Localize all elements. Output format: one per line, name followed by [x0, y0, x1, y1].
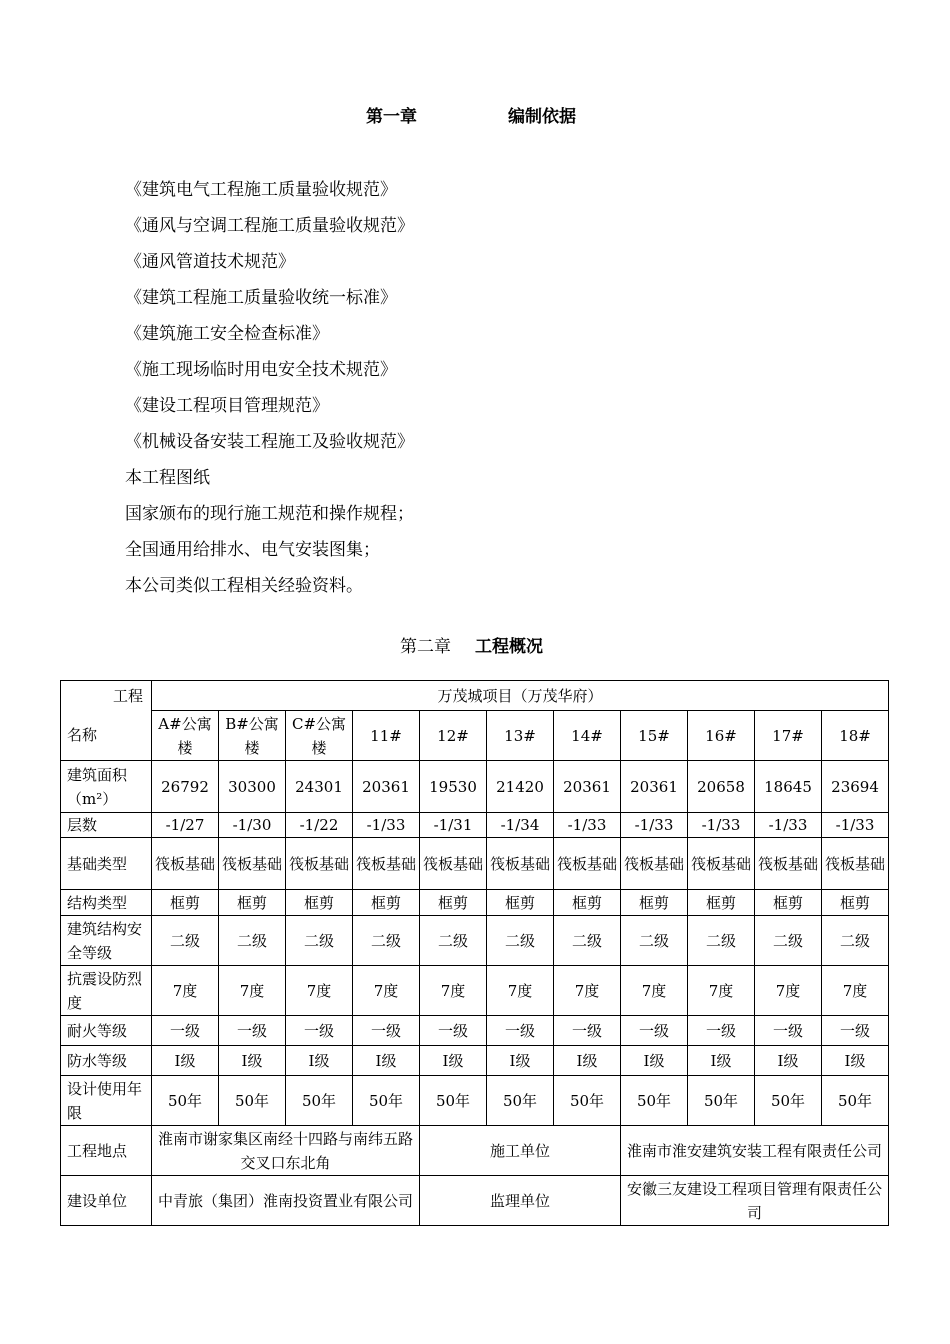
- cell-value: 一级: [152, 1016, 219, 1046]
- cell-value: Ⅰ级: [152, 1046, 219, 1076]
- cell-value: 框剪: [688, 890, 755, 916]
- cell-value: 7度: [621, 966, 688, 1016]
- project-overview-table: [60, 680, 950, 1226]
- cell-value: 筏板基础: [219, 838, 286, 890]
- table-row: [61, 1176, 950, 1226]
- cell-value: 20361: [621, 761, 688, 813]
- cell-value: -1/22: [286, 813, 353, 838]
- cell-value: Ⅰ级: [755, 1046, 822, 1076]
- cell-value: 21420: [487, 761, 554, 813]
- cell-value: 框剪: [286, 890, 353, 916]
- cell-value: 7度: [487, 966, 554, 1016]
- cell-value: 7度: [152, 966, 219, 1016]
- cell-value: Ⅰ级: [621, 1046, 688, 1076]
- cell-value: 26792: [152, 761, 219, 813]
- table-row: [61, 838, 950, 890]
- cell-value: -1/33: [755, 813, 822, 838]
- cell-value: 50年: [621, 1076, 688, 1126]
- cell-value: 筏板基础: [688, 838, 755, 890]
- cell-value: 50年: [755, 1076, 822, 1126]
- cell-value: 框剪: [152, 890, 219, 916]
- building-name: 14#: [554, 711, 621, 761]
- supervisor-label: 监理单位: [420, 1176, 621, 1226]
- reference-item: 《建筑施工安全检查标准》: [125, 324, 329, 344]
- cell-value: 二级: [621, 916, 688, 966]
- cell-value: -1/31: [420, 813, 487, 838]
- owner-value: 中青旅（集团）淮南投资置业有限公司: [152, 1176, 420, 1226]
- cell-value: 框剪: [353, 890, 420, 916]
- cell-value: 框剪: [219, 890, 286, 916]
- cell-value: 一级: [420, 1016, 487, 1046]
- cell-value: Ⅰ级: [554, 1046, 621, 1076]
- cell-value: 19530: [420, 761, 487, 813]
- header-label-gc: 工程: [61, 681, 152, 711]
- table-row: [61, 813, 950, 838]
- cell-value: Ⅰ级: [822, 1046, 889, 1076]
- reference-item: 国家颁布的现行施工规范和操作规程；: [125, 504, 414, 524]
- cell-value: 二级: [755, 916, 822, 966]
- cell-value: 一级: [487, 1016, 554, 1046]
- cell-value: 一级: [353, 1016, 420, 1046]
- building-name: A#公寓楼: [152, 711, 219, 761]
- cell-value: 50年: [152, 1076, 219, 1126]
- building-name: C#公寓楼: [286, 711, 353, 761]
- cell-value: Ⅰ级: [286, 1046, 353, 1076]
- project-name: 万茂城项目（万茂华府）: [152, 681, 889, 711]
- contractor-value: 淮南市淮安建筑安装工程有限责任公司: [621, 1126, 889, 1176]
- cell-value: 二级: [420, 916, 487, 966]
- cell-value: 二级: [822, 916, 889, 966]
- row-label: 建筑结构安全等级: [61, 916, 152, 966]
- cell-value: 框剪: [487, 890, 554, 916]
- cell-value: 框剪: [822, 890, 889, 916]
- reference-item: 《建筑工程施工质量验收统一标准》: [125, 288, 397, 308]
- cell-value: 一级: [822, 1016, 889, 1046]
- table-row: [61, 1046, 950, 1076]
- cell-value: 18645: [755, 761, 822, 813]
- cell-value: -1/33: [621, 813, 688, 838]
- table-row: [61, 966, 950, 1016]
- site-value: 淮南市谢家集区南经十四路与南纬五路交叉口东北角: [152, 1126, 420, 1176]
- cell-value: 20361: [554, 761, 621, 813]
- table-row: [61, 711, 950, 761]
- cell-value: 二级: [353, 916, 420, 966]
- cell-value: 23694: [822, 761, 889, 813]
- row-label: 结构类型: [61, 890, 152, 916]
- row-label: 建筑面积（m²）: [61, 761, 152, 813]
- cell-value: 二级: [152, 916, 219, 966]
- contractor-label: 施工单位: [420, 1126, 621, 1176]
- cell-value: 筏板基础: [353, 838, 420, 890]
- building-name: 16#: [688, 711, 755, 761]
- cell-value: -1/34: [487, 813, 554, 838]
- row-label: 层数: [61, 813, 152, 838]
- building-name: 13#: [487, 711, 554, 761]
- cell-value: 7度: [822, 966, 889, 1016]
- cell-value: 框剪: [755, 890, 822, 916]
- cell-value: 50年: [822, 1076, 889, 1126]
- building-name: 17#: [755, 711, 822, 761]
- reference-item: 《建设工程项目管理规范》: [125, 396, 329, 416]
- chapter1-title: 编制依据: [508, 107, 576, 127]
- table-row: [61, 890, 950, 916]
- reference-item: 《通风与空调工程施工质量验收规范》: [125, 216, 414, 236]
- cell-value: 框剪: [420, 890, 487, 916]
- cell-value: 框剪: [554, 890, 621, 916]
- cell-value: 50年: [688, 1076, 755, 1126]
- reference-item: 《建筑电气工程施工质量验收规范》: [125, 180, 397, 200]
- cell-value: Ⅰ级: [420, 1046, 487, 1076]
- cell-value: Ⅰ级: [219, 1046, 286, 1076]
- cell-value: Ⅰ级: [353, 1046, 420, 1076]
- cell-value: 二级: [219, 916, 286, 966]
- cell-value: 20361: [353, 761, 420, 813]
- cell-value: 7度: [353, 966, 420, 1016]
- building-name: 18#: [822, 711, 889, 761]
- table-row: [61, 916, 950, 966]
- cell-value: 一级: [688, 1016, 755, 1046]
- cell-value: 20658: [688, 761, 755, 813]
- chapter2-title: 工程概况: [475, 637, 543, 657]
- cell-value: 筏板基础: [621, 838, 688, 890]
- cell-value: 50年: [487, 1076, 554, 1126]
- table-row: [61, 1016, 950, 1046]
- cell-value: -1/27: [152, 813, 219, 838]
- cell-value: 50年: [219, 1076, 286, 1126]
- owner-label: 建设单位: [61, 1176, 152, 1226]
- row-label: 基础类型: [61, 838, 152, 890]
- cell-value: 二级: [286, 916, 353, 966]
- row-label: 设计使用年限: [61, 1076, 152, 1126]
- header-label-mc: 名称: [61, 711, 152, 761]
- cell-value: 7度: [286, 966, 353, 1016]
- cell-value: 50年: [554, 1076, 621, 1126]
- reference-item: 本工程图纸: [125, 468, 210, 488]
- cell-value: 筏板基础: [420, 838, 487, 890]
- supervisor-value: 安徽三友建设工程项目管理有限责任公司: [621, 1176, 889, 1226]
- row-label: 抗震设防烈度: [61, 966, 152, 1016]
- row-label: 耐火等级: [61, 1016, 152, 1046]
- cell-value: 50年: [353, 1076, 420, 1126]
- cell-value: -1/33: [554, 813, 621, 838]
- chapter1-number: 第一章: [366, 107, 417, 127]
- cell-value: 一级: [219, 1016, 286, 1046]
- cell-value: 筏板基础: [487, 838, 554, 890]
- cell-value: 二级: [554, 916, 621, 966]
- cell-value: -1/33: [822, 813, 889, 838]
- cell-value: 二级: [487, 916, 554, 966]
- table-row: [61, 681, 950, 711]
- cell-value: 50年: [420, 1076, 487, 1126]
- building-name: 11#: [353, 711, 420, 761]
- reference-item: 全国通用给排水、电气安装图集；: [125, 540, 380, 560]
- cell-value: -1/33: [688, 813, 755, 838]
- cell-value: 筏板基础: [822, 838, 889, 890]
- cell-value: 7度: [755, 966, 822, 1016]
- building-name: 15#: [621, 711, 688, 761]
- cell-value: 一级: [554, 1016, 621, 1046]
- cell-value: 7度: [554, 966, 621, 1016]
- cell-value: -1/33: [353, 813, 420, 838]
- cell-value: 一级: [755, 1016, 822, 1046]
- table-row: [61, 1126, 950, 1176]
- cell-value: 筏板基础: [755, 838, 822, 890]
- cell-value: 7度: [219, 966, 286, 1016]
- cell-value: 筏板基础: [554, 838, 621, 890]
- chapter2-number: 第二章: [400, 637, 451, 657]
- reference-item: 本公司类似工程相关经验资料。: [125, 576, 363, 596]
- building-name: B#公寓楼: [219, 711, 286, 761]
- table-row: [61, 761, 950, 813]
- row-label: 防水等级: [61, 1046, 152, 1076]
- cell-value: 一级: [621, 1016, 688, 1046]
- cell-value: 筏板基础: [152, 838, 219, 890]
- cell-value: 50年: [286, 1076, 353, 1126]
- cell-value: -1/30: [219, 813, 286, 838]
- site-label: 工程地点: [61, 1126, 152, 1176]
- cell-value: 30300: [219, 761, 286, 813]
- cell-value: 框剪: [621, 890, 688, 916]
- cell-value: 24301: [286, 761, 353, 813]
- reference-item: 《机械设备安装工程施工及验收规范》: [125, 432, 414, 452]
- cell-value: 7度: [420, 966, 487, 1016]
- reference-item: 《施工现场临时用电安全技术规范》: [125, 360, 397, 380]
- cell-value: 7度: [688, 966, 755, 1016]
- cell-value: 筏板基础: [286, 838, 353, 890]
- table-row: [61, 1076, 950, 1126]
- building-name: 12#: [420, 711, 487, 761]
- cell-value: Ⅰ级: [688, 1046, 755, 1076]
- reference-item: 《通风管道技术规范》: [125, 252, 295, 272]
- cell-value: Ⅰ级: [487, 1046, 554, 1076]
- cell-value: 二级: [688, 916, 755, 966]
- cell-value: 一级: [286, 1016, 353, 1046]
